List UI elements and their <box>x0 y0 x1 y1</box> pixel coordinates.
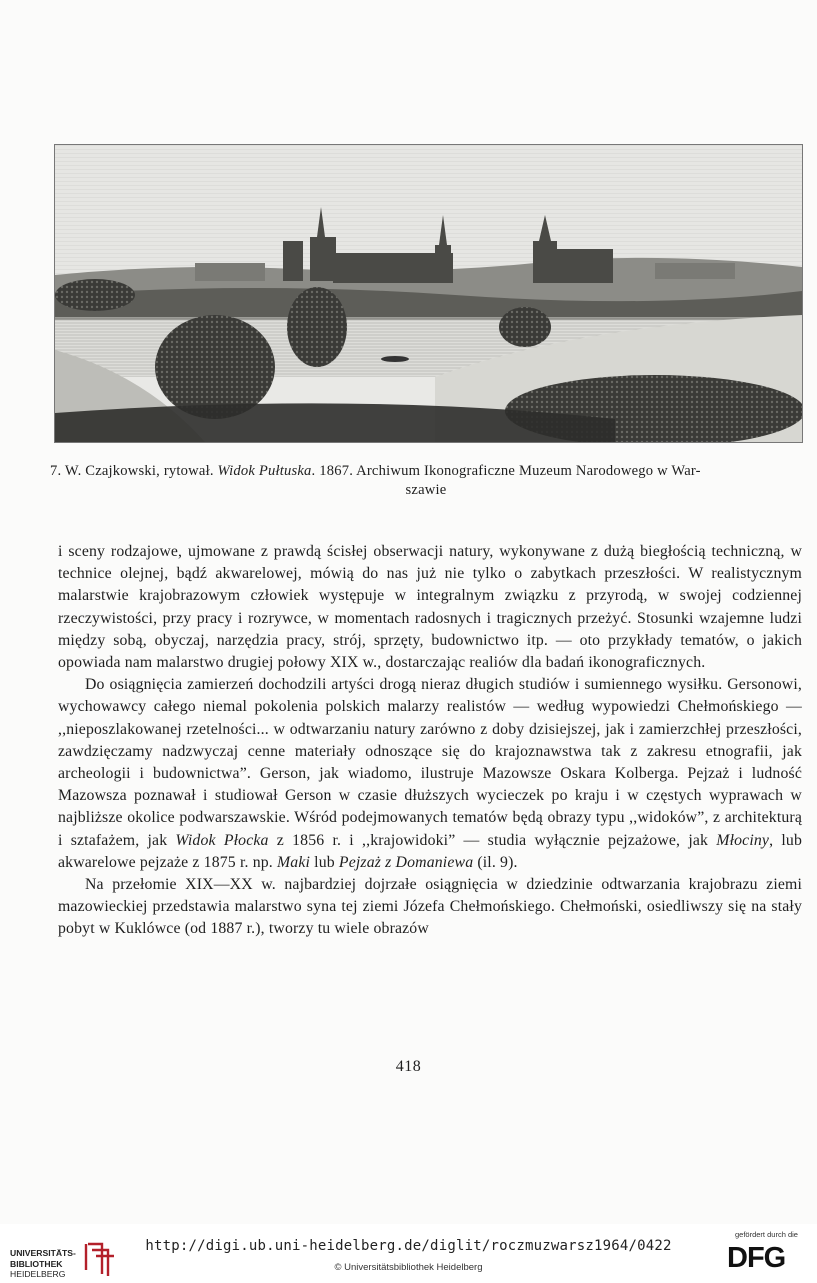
footer-bar <box>0 1224 817 1283</box>
caption-line-2: szawie <box>405 482 447 498</box>
artwork-title: Młociny <box>716 831 770 849</box>
page-number: 418 <box>395 1058 422 1075</box>
library-line-1: UNIVERSITÄTS- <box>10 1248 76 1258</box>
caption-prefix: 7. W. Czajkowski, rytował. <box>50 463 218 479</box>
library-line-3: HEIDELBERG <box>10 1269 66 1280</box>
paragraph-3: Na przełomie XIX—XX w. najbardziej dojrzałe osiągnięcia w dziedzinie odtwarzania krajobrazu ziemi mazowieckiej przedstawia malarstwo syna tej ziemi Józefa Chełmońskiego. Chełmoński, osiedliwszy się na stały pobyt w Kuklówce (od 1887 r.), tworzy tu wiele obrazów <box>58 876 802 938</box>
pultusk-view-image <box>55 145 802 442</box>
artwork-title: Widok Płocka <box>175 831 269 849</box>
paragraph-2-text: z 1856 r. i ,,krajowidoki” — studia wyłącznie pejzażowe, jak <box>268 831 717 849</box>
artwork-title: Maki <box>277 853 311 871</box>
paragraph-2-text: lub <box>310 853 339 871</box>
paragraph-2-text: Do osiągnięcia zamierzeń dochodzili artyści drogą nieraz długich studiów i sumiennego wysiłku. Gersonowi, wychowawcy całego niemal pokolenia polskich malarzy realistów — według wypowiedzi Chełmońskiego — ,,nieposzlakowanej rzetelności... w odtwarzaniu natury zarówno z doby dzisiejszej, jak i zamierzchłej przeszłości, zawdzięczamy nadzwyczaj cenne materiały odnoszące się do krajoznawstwa tak z zakresu etnografii, jak archeologii i budownictwa”. Gerson, jak wiadomo, ilustruje Mazowsze Oskara Kolberga. Pejzaż i ludność Mazowsza poznawał i studiował Gerson w czasie dłuższych wycieczek po kraju i w częstych wyprawach w najbliższe okolice podwarszawskie. Wśród podejmowanych tematów będą obrazy typu ,,widoków”, z architekturą i sztafażem, jak <box>58 676 802 849</box>
library-line-2: BIBLIOTHEK <box>10 1258 63 1269</box>
paragraph-1: i sceny rodzajowe, ujmowane z prawdą ścisłej obserwacji natury, wykonywane z dużą biegłością techniczną, w technice olejnej, bądź akwarelowej, mówią do nas już nie tylko o zabytkach przeszłości. W realistycznym malarstwie krajobrazowym człowiek występuje w integralnym związku z przyrodą, w swojej codziennej rzeczywistości, przy pracy i rozrywce, w momentach radosnych i tragicznych przeżyć. Stosunki wzajemne ludzi między sobą, obyczaj, narzędzia pracy, strój, sprzęty, budownictwo itp. — oto przykłady tematów, o jakich opowiada nam malarstwo drugiej połowy XIX w., dostarczając realiów dla badań ikonograficznych. <box>58 543 802 672</box>
copyright-notice: © Universitätsbibliothek Heidelberg <box>334 1262 483 1273</box>
funded-by-label: gefördert durch die <box>735 1230 798 1239</box>
permalink-url[interactable]: http://digi.ub.uni-heidelberg.de/diglit/roczmuzwarsz1964/0422 <box>145 1238 672 1254</box>
artwork-title: Pejzaż z Domaniewa <box>338 853 474 871</box>
body-text <box>58 541 802 941</box>
paragraph-2-text: , lub akwarelowe pejzaże z 1875 r. np. <box>58 831 802 871</box>
caption-title: Widok Pułtuska <box>217 463 312 479</box>
paragraph-2-text: (il. 9). <box>473 853 518 871</box>
figure-caption <box>50 462 802 500</box>
engraving-illustration <box>54 144 803 443</box>
caption-rest: . 1867. Archiwum Ikonograficzne Muzeum Narodowego w War- <box>311 463 701 479</box>
dfg-logo[interactable]: DFG <box>727 1242 786 1274</box>
paragraph-2 <box>58 674 802 874</box>
